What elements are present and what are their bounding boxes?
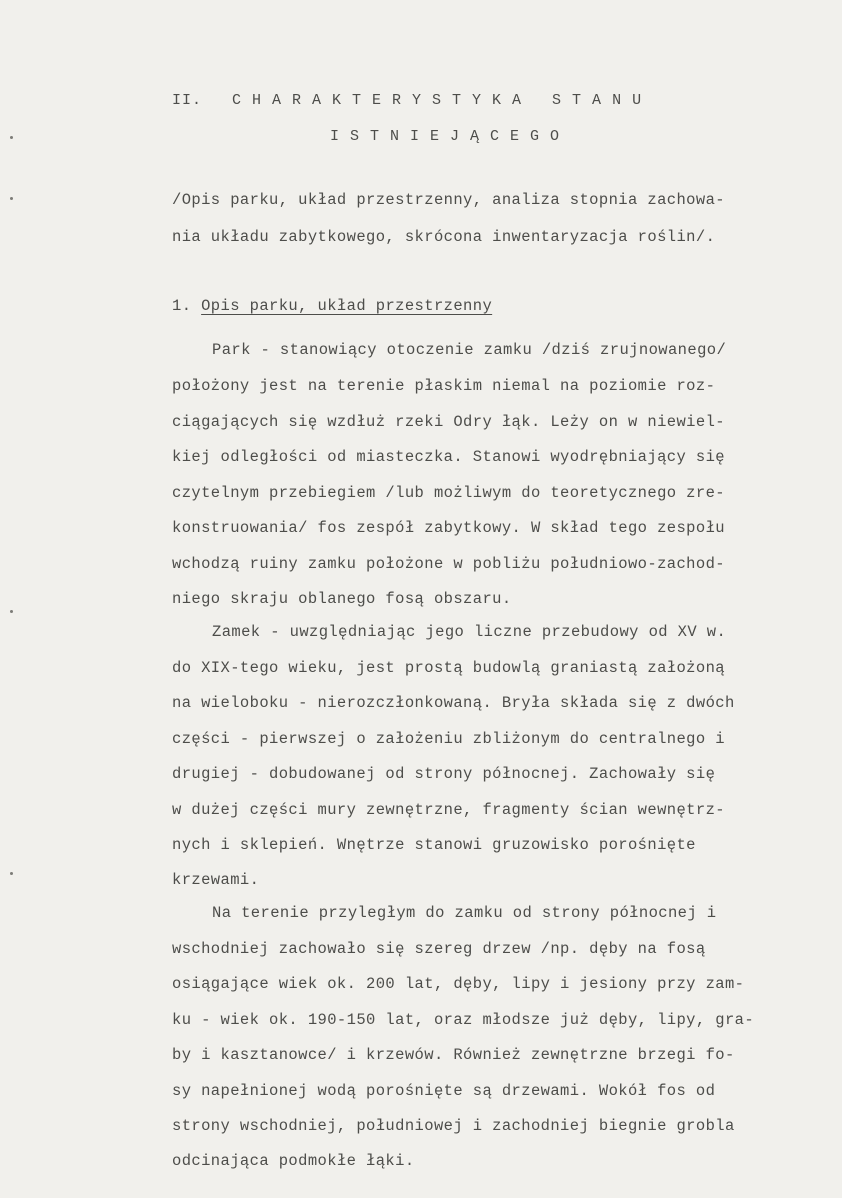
section-heading bbox=[172, 296, 492, 316]
paragraph-line: krzewami. bbox=[172, 871, 260, 889]
heading-line-1: II. C H A R A K T E R Y S T Y K A S T A N U bbox=[172, 92, 643, 109]
paragraph-line: ciągających się wzdłuż rzeki Odry łąk. Leży on w niewiel- bbox=[172, 413, 725, 431]
paragraph-line: w dużej części mury zewnętrzne, fragmenty ścian wewnętrz- bbox=[172, 801, 725, 819]
heading-line-2: I S T N I E J Ą C E G O bbox=[330, 128, 561, 145]
paragraph-line: czytelnym przebiegiem /lub możliwym do teoretycznego zre- bbox=[172, 484, 725, 502]
intro-line: /Opis parku, układ przestrzenny, analiza stopnia zachowa- bbox=[172, 191, 725, 209]
paragraph-line: wschodniej zachowało się szereg drzew /np. dęby na fosą bbox=[172, 940, 706, 958]
paragraph-line: strony wschodniej, południowej i zachodniej biegnie grobla bbox=[172, 1117, 735, 1135]
intro-line: nia układu zabytkowego, skrócona inwentaryzacja roślin/. bbox=[172, 228, 716, 246]
paragraph-line: drugiej - dobudowanej od strony północnej. Zachowały się bbox=[172, 765, 716, 783]
punch-mark bbox=[10, 872, 13, 875]
paragraph-line: wchodzą ruiny zamku położone w pobliżu południowo-zachod- bbox=[172, 555, 725, 573]
punch-mark bbox=[10, 136, 13, 139]
paragraph-line: części - pierwszej o założeniu zbliżonym do centralnego i bbox=[172, 730, 725, 748]
paragraph-line: Na terenie przyległym do zamku od strony północnej i bbox=[212, 904, 717, 922]
paragraph-line: na wieloboku - nierozczłonkowaną. Bryła składa się z dwóch bbox=[172, 694, 735, 712]
punch-mark bbox=[10, 610, 13, 613]
section-title: Opis parku, układ przestrzenny bbox=[201, 297, 493, 315]
paragraph-line: Park - stanowiący otoczenie zamku /dziś zrujnowanego/ bbox=[212, 341, 727, 359]
punch-mark bbox=[10, 197, 13, 200]
section-number: 1. bbox=[172, 297, 192, 315]
paragraph-line: do XIX-tego wieku, jest prostą budowlą graniastą założoną bbox=[172, 659, 725, 677]
paragraph-line: sy napełnionej wodą porośnięte są drzewami. Wokół fos od bbox=[172, 1082, 716, 1100]
paragraph-line: kiej odległości od miasteczka. Stanowi wyodrębniający się bbox=[172, 448, 725, 466]
paragraph-line: ku - wiek ok. 190-150 lat, oraz młodsze już dęby, lipy, gra- bbox=[172, 1011, 755, 1029]
paragraph-line: by i kasztanowce/ i krzewów. Również zewnętrzne brzegi fo- bbox=[172, 1046, 735, 1064]
paragraph-line: Zamek - uwzględniając jego liczne przebudowy od XV w. bbox=[212, 623, 727, 641]
paragraph-line: osiągające wiek ok. 200 lat, dęby, lipy i jesiony przy zam- bbox=[172, 975, 745, 993]
paragraph-line: konstruowania/ fos zespół zabytkowy. W skład tego zespołu bbox=[172, 519, 725, 537]
paragraph-line: położony jest na terenie płaskim niemal na poziomie roz- bbox=[172, 377, 716, 395]
paragraph-line: odcinająca podmokłe łąki. bbox=[172, 1152, 415, 1170]
paragraph-line: niego skraju oblanego fosą obszaru. bbox=[172, 590, 512, 608]
paragraph-line: nych i sklepień. Wnętrze stanowi gruzowisko porośnięte bbox=[172, 836, 696, 854]
